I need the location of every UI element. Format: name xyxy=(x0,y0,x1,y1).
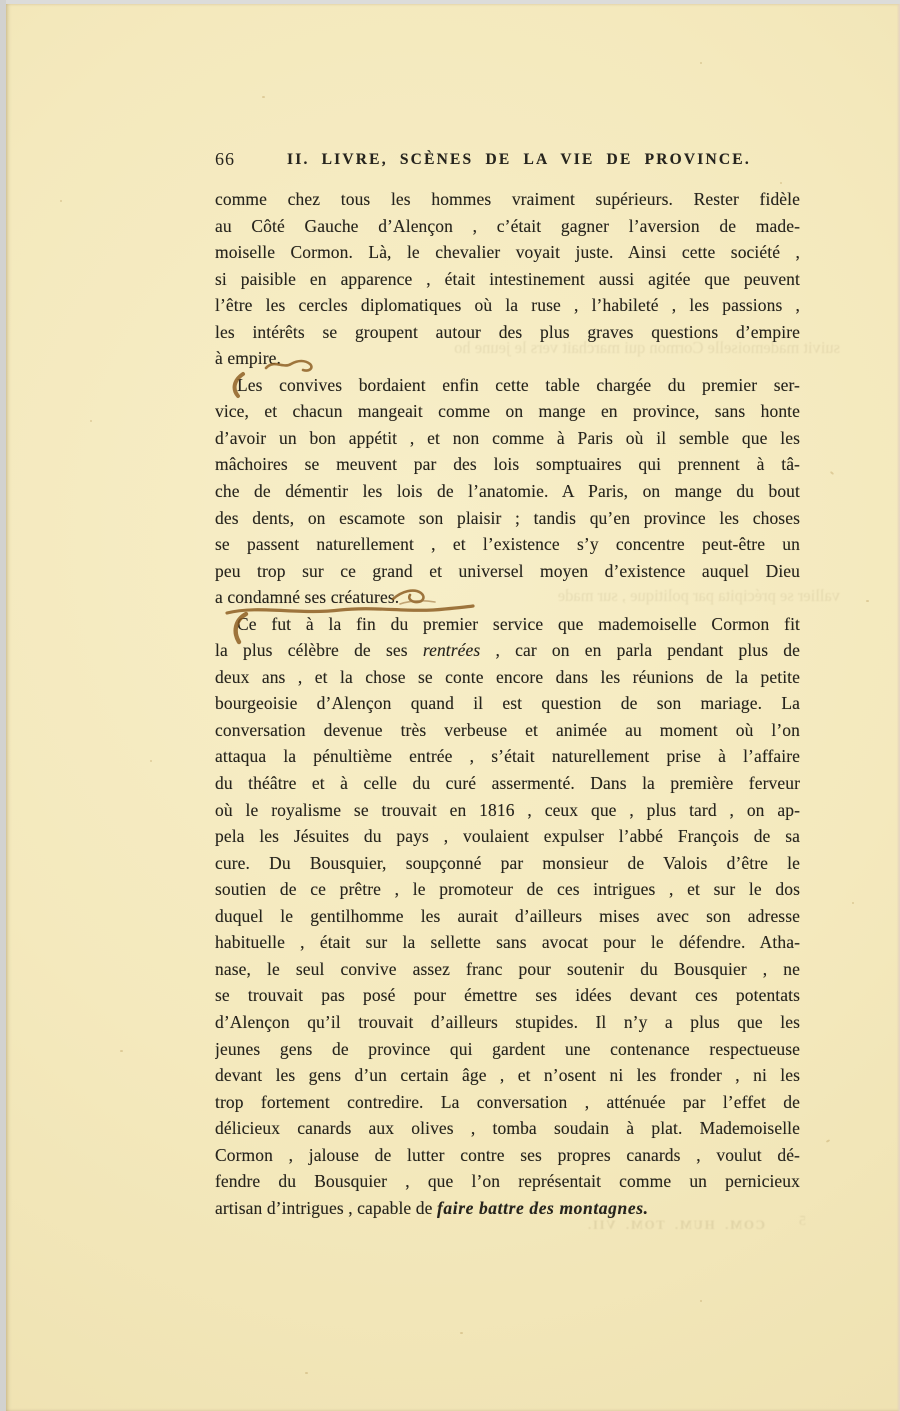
text-line xyxy=(215,664,800,691)
text-line xyxy=(215,292,800,319)
text-line xyxy=(215,876,800,903)
text-line xyxy=(215,558,800,585)
text-segment: soutien de ce prêtre , le promoteur de ces intrigues , et sur le dos xyxy=(215,879,800,900)
text-segment: devant les gens d’un certain âge , et n’osent ni les fronder , ni les xyxy=(215,1065,800,1086)
page-number: 66 xyxy=(215,149,235,169)
text-line xyxy=(215,478,800,505)
text-line xyxy=(215,797,800,824)
text-line xyxy=(215,690,800,717)
text-line xyxy=(215,319,800,346)
show-through-signature: 5 xyxy=(799,1214,806,1229)
text-line xyxy=(215,717,800,744)
text-segment: Ce fut à la fin du premier service que mademoiselle Cormon fit xyxy=(237,613,800,634)
text-segment: la plus célèbre de ses xyxy=(215,640,423,661)
text-line xyxy=(215,929,800,956)
text-segment: pela les Jésuites du pays , voulaient expulser l’abbé François de sa xyxy=(215,826,800,847)
text-line xyxy=(215,770,800,797)
text-line xyxy=(215,823,800,850)
text-segment: bourgeoisie d’Alençon quand il est question de son mariage. La xyxy=(215,693,800,714)
text-segment: cure. Du Bousquier, soupçonné par monsieur de Valois d’être le xyxy=(215,852,800,873)
text-line xyxy=(215,982,800,1009)
text-line xyxy=(215,956,800,983)
text-segment: jeunes gens de province qui gardent une contenance respectueuse xyxy=(215,1038,800,1059)
text-line xyxy=(215,1062,800,1089)
text-segment: Les convives bordaient enfin cette table chargée du premier ser- xyxy=(237,374,800,395)
text-line xyxy=(215,345,800,372)
text-segment: conversation devenue très verbeuse et animée au moment où l’on xyxy=(215,719,800,740)
text-segment: vice, et chacun mangeait comme on mange en province, sans honte xyxy=(215,401,800,422)
text-line xyxy=(215,398,800,425)
text-line xyxy=(215,266,800,293)
text-segment: à empire. xyxy=(215,348,282,369)
text-segment: duquel le gentilhomme les aurait d’ailleurs mises avec son adresse xyxy=(215,905,800,926)
text-segment: des dents, on escamote son plaisir ; tandis qu’en province les choses xyxy=(215,507,800,528)
text-segment: l’être les cercles diplomatiques où la ruse , l’habileté , les passions , xyxy=(215,295,800,316)
text-segment: habituelle , était sur la sellette sans avocat pour le défendre. Atha- xyxy=(215,932,800,953)
text-segment: si paisible en apparence , était intestinement aussi agitée que peuvent xyxy=(215,268,800,289)
show-through-imprint: COM. HUM. TOM. VII. xyxy=(586,1217,765,1232)
text-segment: fendre du Bousquier , que l’on représentait comme un pernicieux xyxy=(215,1171,800,1192)
italic-text-segment: faire battre des montagnes. xyxy=(436,1197,649,1218)
text-segment: deux ans , et la chose se conte encore dans les réunions de la petite xyxy=(215,666,800,687)
text-segment: che de démentir les lois de l’anatomie. A Paris, on mange du bout xyxy=(215,481,800,502)
text-line xyxy=(215,611,800,638)
text-line xyxy=(215,531,800,558)
text-line xyxy=(215,1009,800,1036)
text-segment: a condamné ses créatures. xyxy=(215,587,400,608)
text-line xyxy=(215,584,800,611)
text-segment: mâchoires se meuvent par des lois somptuaires qui prennent à tâ- xyxy=(215,454,800,475)
text-line xyxy=(215,1115,800,1142)
text-line xyxy=(215,637,800,664)
text-line xyxy=(215,1036,800,1063)
text-block xyxy=(215,186,800,1221)
text-line xyxy=(215,743,800,770)
text-segment: se passent naturellement , et l’existence s’y concentre peut-être un xyxy=(215,534,800,555)
text-segment: où le royalisme se trouvait en 1816 , ceux que , plus tard , on ap- xyxy=(215,799,800,820)
text-line xyxy=(215,903,800,930)
text-segment: les intérêts se groupent autour des plus graves questions d’empire xyxy=(215,321,800,342)
text-segment: nase, le seul convive assez franc pour soutenir du Bousquier , ne xyxy=(215,958,800,979)
italic-text-segment: rentrées , xyxy=(422,640,500,661)
text-segment: peu trop sur ce grand et universel moyen d’existence auquel Dieu xyxy=(215,560,800,581)
text-segment: d’Alençon qu’il trouvait d’ailleurs stupides. Il n’y a plus que les xyxy=(215,1011,800,1032)
text-line xyxy=(215,186,800,213)
text-segment: attaqua la pénultième entrée , s’était naturellement prise à l’affaire xyxy=(215,746,800,767)
text-segment: car on en parla pendant plus de xyxy=(499,640,800,661)
text-line xyxy=(215,1195,800,1222)
text-line xyxy=(215,1142,800,1169)
text-line xyxy=(215,372,800,399)
text-segment: artisan d’intrigues , capable de xyxy=(215,1197,437,1218)
page-header xyxy=(215,148,800,174)
text-segment: trop fortement contredire. La conversation , atténuée par l’effet de xyxy=(215,1091,800,1112)
text-line xyxy=(215,213,800,240)
text-line xyxy=(215,850,800,877)
text-line xyxy=(215,505,800,532)
text-segment: du théâtre et à celle du curé assermenté. Dans la première ferveur xyxy=(215,773,800,794)
text-segment: se trouvait pas posé pour émettre ses idées devant ces potentats xyxy=(215,985,800,1006)
show-through-line: suivit mademoiselle Cormon qui marchait vers le jeune ho xyxy=(454,338,840,357)
text-line xyxy=(215,1089,800,1116)
text-segment: d’avoir un bon appétit , et non comme à Paris où il semble que les xyxy=(215,427,800,448)
text-line xyxy=(215,239,800,266)
running-title: II. LIVRE, SCÈNES DE LA VIE DE PROVINCE. xyxy=(287,151,751,168)
text-segment: Cormon , jalouse de lutter contre ses propres canards , voulut dé- xyxy=(215,1144,800,1165)
show-through-line: vallier se précipita par politique , sur made xyxy=(557,586,840,605)
text-segment: moiselle Cormon. Là, le chevalier voyait juste. Ainsi cette société , xyxy=(215,242,800,263)
text-line xyxy=(215,1168,800,1195)
text-segment: au Côté Gauche d’Alençon , c’était gagner l’aversion de made- xyxy=(215,215,800,236)
text-segment: comme chez tous les hommes vraiment supérieurs. Rester fidèle xyxy=(215,189,800,209)
text-line xyxy=(215,425,800,452)
text-line xyxy=(215,451,800,478)
text-segment: délicieux canards aux olives , tomba soudain à plat. Mademoiselle xyxy=(215,1118,800,1139)
